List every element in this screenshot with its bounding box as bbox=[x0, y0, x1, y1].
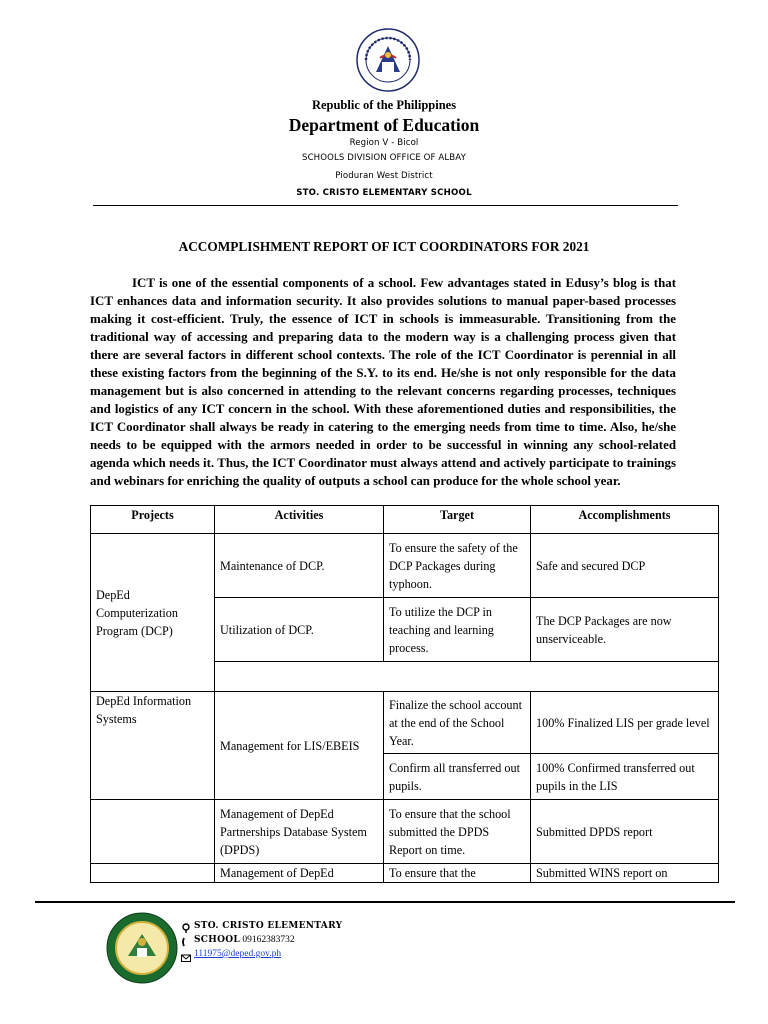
department-heading: Department of Education bbox=[288, 115, 480, 135]
activity-cell: Management for LIS/EBEIS bbox=[215, 692, 384, 800]
intro-paragraph: ICT is one of the essential components of a school. Few advantages stated in Edusy’s blog is that ICT enhances data and information security. It also provides solutions to manual paper-based processes making it cost-efficient. Truly, the essence of ICT in schools is immeasurable. Transitioning from the traditional way of accessing and preparing data to the modern way is a challenging process given that there are several factors in different school contexts. The role of the ICT Coordinator is perennial in all these existing factors from the beginning of the S.Y. to its end. He/she is not only responsible for the data management but is also concerned in attending to the relevant concerns regarding processes, techniques and logistics of any ICT concern in the school. With these aforementioned duties and responsibilities, the ICT Coordinator shall always be ready in catering to the emerging needs from time to time. Also, he/she needs to be equipped with the armors needed in order to be successful in winning any school-related agenda which needs it. Thus, the ICT Coordinator must always attend and actively participate to trainings and webinars for enriching the quality of outputs a school can produce for the whole school year. bbox=[90, 276, 676, 488]
email-icon bbox=[181, 953, 191, 963]
header-divider bbox=[93, 205, 678, 206]
column-header: Target bbox=[384, 506, 531, 534]
project-cell: DepEd Information Systems bbox=[91, 692, 215, 800]
accomplishment-cell: 100% Finalized LIS per grade level bbox=[531, 692, 719, 754]
school-name: STO. CRISTO ELEMENTARY SCHOOL bbox=[296, 188, 472, 198]
target-cell: To ensure that the school submitted the DPDS Report on time. bbox=[384, 800, 531, 864]
table-row bbox=[91, 800, 719, 864]
footer-school-word: SCHOOL bbox=[194, 935, 240, 945]
republic-heading: Republic of the Philippines bbox=[311, 98, 457, 112]
accomplishment-cell: Safe and secured DCP bbox=[531, 534, 719, 598]
deped-seal-logo bbox=[356, 28, 420, 92]
report-title: ACCOMPLISHMENT REPORT OF ICT COORDINATORS FOR 2021 bbox=[178, 239, 590, 254]
table-row bbox=[91, 534, 719, 598]
district-line: Pioduran West District bbox=[335, 171, 433, 181]
table-row bbox=[91, 864, 719, 883]
accomplishment-cell: 100% Confirmed transferred out pupils in the LIS bbox=[531, 754, 719, 800]
column-header: Projects bbox=[91, 506, 215, 534]
school-logo bbox=[106, 912, 178, 984]
empty-cell bbox=[91, 800, 215, 864]
activity-cell: Management of DepEd bbox=[215, 864, 384, 883]
accomplishment-table bbox=[90, 505, 719, 883]
empty-cell bbox=[215, 662, 719, 692]
target-cell: To ensure that the bbox=[384, 864, 531, 883]
accomplishment-cell: Submitted DPDS report bbox=[531, 800, 719, 864]
target-cell: To utilize the DCP in teaching and learning process. bbox=[384, 598, 531, 662]
location-pin-icon bbox=[181, 923, 191, 933]
table-row bbox=[91, 692, 719, 754]
footer-email-link[interactable]: 111975@deped.gov.ph bbox=[194, 949, 282, 959]
activity-cell: Utilization of DCP. bbox=[215, 598, 384, 662]
target-cell: Finalize the school account at the end of the School Year. bbox=[384, 692, 531, 754]
division-line: SCHOOLS DIVISION OFFICE OF ALBAY bbox=[302, 153, 466, 163]
phone-icon bbox=[181, 937, 191, 947]
region-line: Region V - Bicol bbox=[349, 138, 419, 148]
footer-divider bbox=[35, 901, 735, 903]
activity-cell: Maintenance of DCP. bbox=[215, 534, 384, 598]
column-header: Activities bbox=[215, 506, 384, 534]
footer-contact-line bbox=[194, 935, 295, 945]
footer-school-name: STO. CRISTO ELEMENTARY bbox=[194, 921, 343, 931]
footer-phone: 09162383732 bbox=[242, 935, 295, 945]
activity-cell: Management of DepEd Partnerships Database System (DPDS) bbox=[215, 800, 384, 864]
target-cell: To ensure the safety of the DCP Packages during typhoon. bbox=[384, 534, 531, 598]
table-header-row bbox=[91, 506, 719, 534]
project-cell: DepEd Computerization Program (DCP) bbox=[91, 534, 215, 692]
accomplishment-cell: Submitted WINS report on bbox=[531, 864, 719, 883]
column-header: Accomplishments bbox=[531, 506, 719, 534]
accomplishment-cell: The DCP Packages are now unserviceable. bbox=[531, 598, 719, 662]
target-cell: Confirm all transferred out pupils. bbox=[384, 754, 531, 800]
empty-cell bbox=[91, 864, 215, 883]
